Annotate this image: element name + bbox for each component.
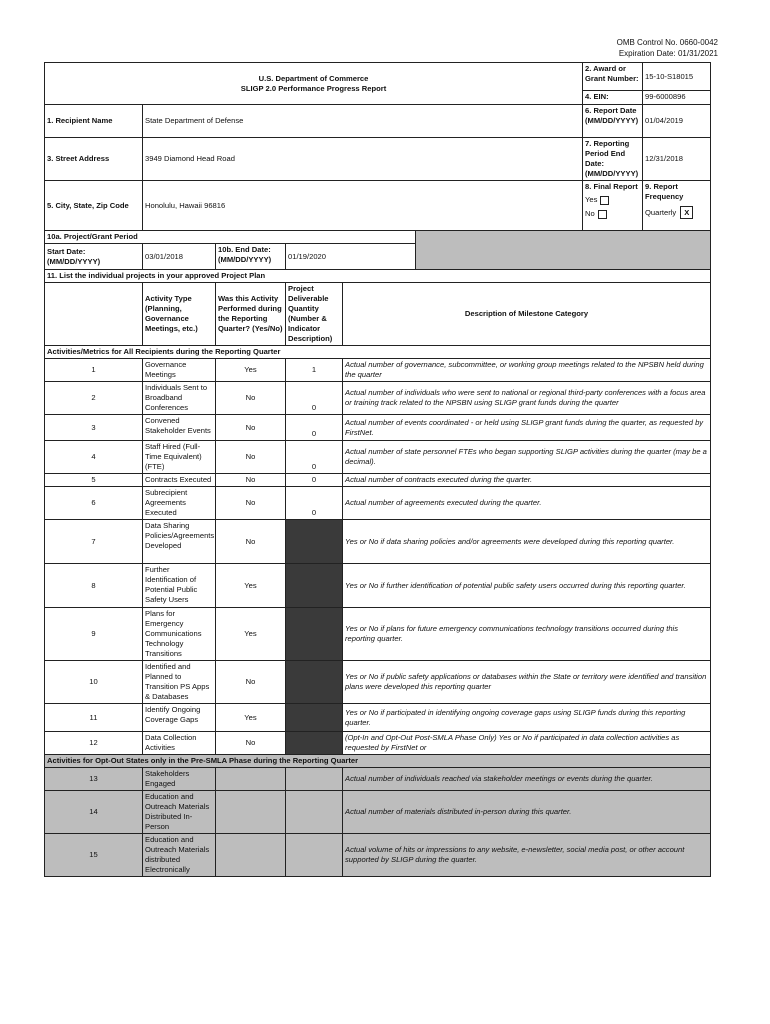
row-activity-type: Governance Meetings bbox=[143, 359, 216, 382]
opt-out-row-milestone-description: Actual number of individuals reached via stakeholder meetings or events during the quarter. bbox=[343, 768, 711, 791]
row-performed: No bbox=[216, 415, 286, 441]
city-label: 5. City, State, Zip Code bbox=[45, 181, 143, 231]
report-frequency-cell bbox=[643, 181, 711, 231]
final-report-cell bbox=[583, 181, 643, 231]
grant-period-heading: 10a. Project/Grant Period bbox=[45, 231, 416, 244]
row-deliverable-quantity bbox=[286, 732, 343, 755]
row-number: 1 bbox=[45, 359, 143, 382]
performance-report-form bbox=[44, 62, 710, 877]
row-deliverable-quantity bbox=[286, 704, 343, 732]
col-performed: Was this Activity Performed during the Reporting Quarter? (Yes/No) bbox=[216, 283, 286, 346]
projects-table bbox=[44, 269, 711, 877]
opt-out-row-deliverable-quantity bbox=[286, 834, 343, 877]
final-yes-checkbox[interactable] bbox=[600, 196, 609, 205]
row-milestone-description: Actual number of individuals who were sent to national or regional third-party conferences with a focus area or training track related to the NPSBN using SLIGP grant funds during the quarter bbox=[343, 382, 711, 415]
opt-out-row-deliverable-quantity bbox=[286, 768, 343, 791]
header-number-blank bbox=[45, 283, 143, 346]
row-deliverable-quantity bbox=[286, 608, 343, 661]
award-label: 2. Award or Grant Number: bbox=[583, 63, 643, 91]
activity-row bbox=[45, 732, 711, 755]
opt-out-row-milestone-description: Actual number of materials distributed in-person during this quarter. bbox=[343, 791, 711, 834]
row-number: 12 bbox=[45, 732, 143, 755]
quarterly-checkbox[interactable]: X bbox=[680, 206, 693, 219]
projects-heading: 11. List the individual projects in your approved Project Plan bbox=[45, 270, 711, 283]
row-milestone-description: Actual number of state personnel FTEs who began supporting SLIGP activities during the quarter (may be a decimal). bbox=[343, 441, 711, 474]
grant-period-table bbox=[44, 230, 711, 270]
section-all-recipients: Activities/Metrics for All Recipients during the Reporting Quarter bbox=[45, 346, 711, 359]
row-number: 7 bbox=[45, 520, 143, 564]
row-number: 6 bbox=[45, 487, 143, 520]
opt-out-row-activity-type: Stakeholders Engaged bbox=[143, 768, 216, 791]
row-milestone-description: Actual number of contracts executed during the quarter. bbox=[343, 474, 711, 487]
row-number: 8 bbox=[45, 564, 143, 608]
report-date-value: 01/04/2019 bbox=[643, 105, 711, 138]
row-activity-type: Data Collection Activities bbox=[143, 732, 216, 755]
row-performed: No bbox=[216, 474, 286, 487]
recipient-label: 1. Recipient Name bbox=[45, 105, 143, 138]
activity-row bbox=[45, 487, 711, 520]
activity-row bbox=[45, 474, 711, 487]
start-date-label: Start Date: (MM/DD/YYYY) bbox=[45, 244, 143, 270]
final-yes-label: Yes bbox=[585, 195, 598, 204]
row-number: 3 bbox=[45, 415, 143, 441]
report-title-cell bbox=[45, 63, 583, 105]
activity-row bbox=[45, 661, 711, 704]
reporting-period-label: 7. Reporting Period End Date: (MM/DD/YYYY) bbox=[583, 138, 643, 181]
row-performed: Yes bbox=[216, 564, 286, 608]
col-activity-type: Activity Type (Planning, Governance Meetings, etc.) bbox=[143, 283, 216, 346]
opt-out-row-deliverable-quantity bbox=[286, 791, 343, 834]
row-deliverable-quantity: 1 bbox=[286, 359, 343, 382]
row-performed: No bbox=[216, 661, 286, 704]
row-deliverable-quantity: 0 bbox=[286, 441, 343, 474]
row-performed: Yes bbox=[216, 608, 286, 661]
city-value: Honolulu, Hawaii 96816 bbox=[143, 181, 583, 231]
row-number: 4 bbox=[45, 441, 143, 474]
row-performed: No bbox=[216, 732, 286, 755]
opt-out-row-performed bbox=[216, 834, 286, 877]
recipient-value: State Department of Defense bbox=[143, 105, 583, 138]
row-activity-type: Convened Stakeholder Events bbox=[143, 415, 216, 441]
end-date-value: 01/19/2020 bbox=[286, 244, 416, 270]
row-activity-type: Individuals Sent to Broadband Conferences bbox=[143, 382, 216, 415]
opt-out-row-milestone-description: Actual volume of hits or impressions to any website, e-newsletter, social media post, or other account supported by SLIGP during the quarter. bbox=[343, 834, 711, 877]
activity-row bbox=[45, 382, 711, 415]
opt-out-row-performed bbox=[216, 768, 286, 791]
start-date-value: 03/01/2018 bbox=[143, 244, 216, 270]
row-number: 11 bbox=[45, 704, 143, 732]
row-performed: No bbox=[216, 441, 286, 474]
row-milestone-description: Yes or No if public safety applications or databases within the State or territory were identified and transition plans were developed this reporting quarter bbox=[343, 661, 711, 704]
row-milestone-description: Yes or No if participated in identifying ongoing coverage gaps using SLIGP funds during this reporting quarter. bbox=[343, 704, 711, 732]
row-deliverable-quantity bbox=[286, 564, 343, 608]
row-activity-type: Identify Ongoing Coverage Gaps bbox=[143, 704, 216, 732]
activity-row bbox=[45, 704, 711, 732]
activity-row bbox=[45, 564, 711, 608]
row-milestone-description: Actual number of events coordinated - or held using SLIGP grant funds during the quarter, as requested by FirstNet. bbox=[343, 415, 711, 441]
row-deliverable-quantity bbox=[286, 661, 343, 704]
activity-row bbox=[45, 608, 711, 661]
opt-out-rows bbox=[45, 768, 711, 877]
opt-out-row-activity-type: Education and Outreach Materials Distributed In-Person bbox=[143, 791, 216, 834]
activity-rows bbox=[45, 359, 711, 755]
row-performed: Yes bbox=[216, 359, 286, 382]
department-name: U.S. Department of Commerce bbox=[258, 73, 369, 83]
ein-value: 99-6000896 bbox=[643, 91, 711, 105]
row-activity-type: Further Identification of Potential Public Safety Users bbox=[143, 564, 216, 608]
section-opt-out-states: Activities for Opt-Out States only in the Pre-SMLA Phase during the Reporting Quarter bbox=[45, 755, 711, 768]
award-value: 15-10-S18015 bbox=[643, 63, 711, 91]
row-deliverable-quantity: 0 bbox=[286, 415, 343, 441]
header-table bbox=[44, 62, 711, 231]
row-deliverable-quantity: 0 bbox=[286, 382, 343, 415]
report-title: SLIGP 2.0 Performance Progress Report bbox=[240, 83, 387, 93]
row-milestone-description: (Opt-In and Opt-Out Post-SMLA Phase Only) Yes or No if participated in data collection activities as requested by FirstNet or bbox=[343, 732, 711, 755]
final-report-label: 8. Final Report bbox=[585, 182, 638, 191]
ein-label: 4. EIN: bbox=[583, 91, 643, 105]
row-deliverable-quantity: 0 bbox=[286, 487, 343, 520]
opt-out-row-number: 15 bbox=[45, 834, 143, 877]
street-value: 3949 Diamond Head Road bbox=[143, 138, 583, 181]
row-activity-type: Plans for Emergency Communications Technology Transitions bbox=[143, 608, 216, 661]
row-milestone-description: Yes or No if plans for future emergency communications technology transitions occurred during this reporting quarter. bbox=[343, 608, 711, 661]
opt-out-row-activity-type: Education and Outreach Materials distributed Electronically bbox=[143, 834, 216, 877]
grant-period-shaded bbox=[416, 231, 711, 270]
opt-out-row-number: 14 bbox=[45, 791, 143, 834]
reporting-period-value: 12/31/2018 bbox=[643, 138, 711, 181]
opt-out-row bbox=[45, 791, 711, 834]
col-milestone-description: Description of Milestone Category bbox=[343, 283, 711, 346]
report-frequency-value: Quarterly bbox=[645, 208, 677, 217]
report-date-label: 6. Report Date (MM/DD/YYYY) bbox=[583, 105, 643, 138]
row-activity-type: Data Sharing Policies/Agreements Developed bbox=[143, 520, 216, 564]
street-label: 3. Street Address bbox=[45, 138, 143, 181]
row-performed: No bbox=[216, 520, 286, 564]
omb-expiration-date: Expiration Date: 01/31/2021 bbox=[618, 49, 718, 58]
end-date-label: 10b. End Date: (MM/DD/YYYY) bbox=[216, 244, 286, 270]
activity-row bbox=[45, 359, 711, 382]
activity-row bbox=[45, 415, 711, 441]
final-no-checkbox[interactable] bbox=[598, 210, 607, 219]
final-no-label: No bbox=[585, 209, 595, 218]
omb-info bbox=[617, 37, 718, 59]
row-deliverable-quantity: 0 bbox=[286, 474, 343, 487]
opt-out-row bbox=[45, 834, 711, 877]
row-milestone-description: Yes or No if data sharing policies and/or agreements were developed during this reporting quarter. bbox=[343, 520, 711, 564]
row-milestone-description: Actual number of governance, subcommittee, or working group meetings related to the NPSBN held during the quarter bbox=[343, 359, 711, 382]
row-performed: No bbox=[216, 382, 286, 415]
activity-row bbox=[45, 441, 711, 474]
row-activity-type: Identified and Planned to Transition PS Apps & Databases bbox=[143, 661, 216, 704]
row-number: 9 bbox=[45, 608, 143, 661]
report-frequency-label: 9. Report Frequency bbox=[645, 182, 684, 201]
omb-control-number: OMB Control No. 0660-0042 bbox=[616, 38, 718, 47]
row-milestone-description: Actual number of agreements executed during the quarter. bbox=[343, 487, 711, 520]
row-deliverable-quantity bbox=[286, 520, 343, 564]
opt-out-row-number: 13 bbox=[45, 768, 143, 791]
activity-row bbox=[45, 520, 711, 564]
row-performed: No bbox=[216, 487, 286, 520]
row-activity-type: Contracts Executed bbox=[143, 474, 216, 487]
row-milestone-description: Yes or No if further identification of potential public safety users occurred during this reporting quarter. bbox=[343, 564, 711, 608]
row-performed: Yes bbox=[216, 704, 286, 732]
row-activity-type: Subrecipient Agreements Executed bbox=[143, 487, 216, 520]
opt-out-row-performed bbox=[216, 791, 286, 834]
row-number: 10 bbox=[45, 661, 143, 704]
opt-out-row bbox=[45, 768, 711, 791]
row-number: 5 bbox=[45, 474, 143, 487]
row-number: 2 bbox=[45, 382, 143, 415]
row-activity-type: Staff Hired (Full-Time Equivalent)(FTE) bbox=[143, 441, 216, 474]
col-deliverable: Project Deliverable Quantity (Number & Indicator Description) bbox=[286, 283, 343, 346]
